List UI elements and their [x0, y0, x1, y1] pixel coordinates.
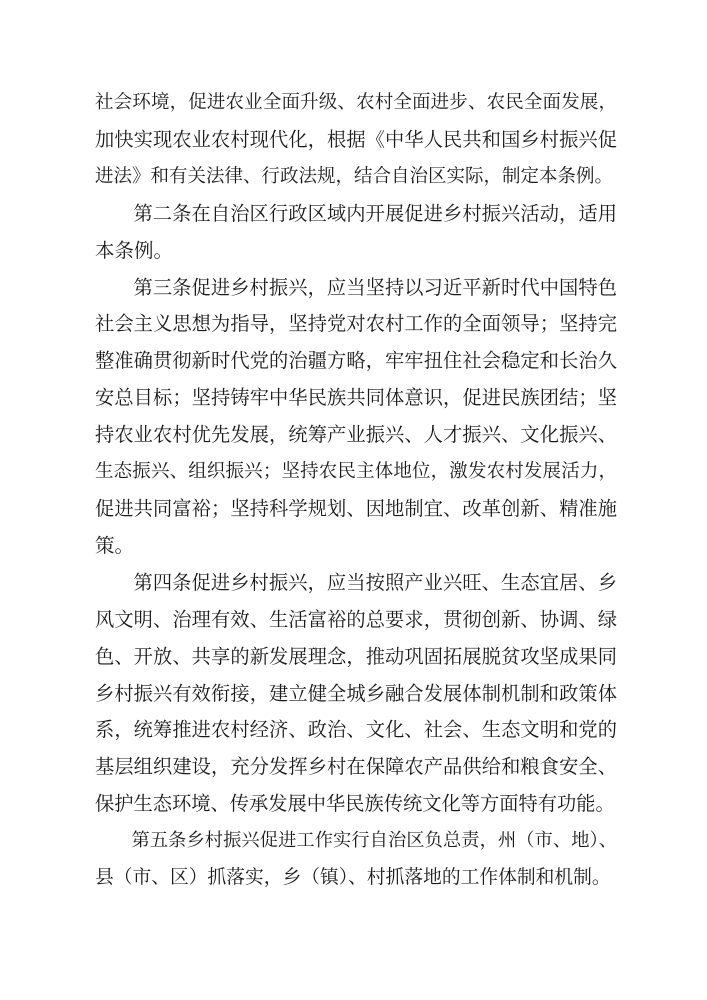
text-line: 持农业农村优先发展，统筹产业振兴、人才振兴、文化振兴、	[95, 423, 617, 447]
text-line: 整准确贯彻新时代党的治疆方略，牢牢扭住社会稳定和长治久	[95, 349, 617, 373]
paragraph-article-4	[95, 565, 617, 823]
paragraph-intro-continuation	[95, 85, 617, 196]
text-line: 生态振兴、组织振兴；坚持农民主体地位，激发农村发展活力，	[95, 461, 617, 483]
text-line: 风文明、治理有效、生活富裕的总要求，贯彻创新、协调、绿	[95, 607, 617, 631]
text-line: 策。	[95, 533, 135, 557]
paragraph-article-5	[95, 823, 617, 897]
text-line: 加快实现农业农村现代化，根据《中华人民共和国乡村振兴促	[95, 127, 617, 151]
text-line: 促进共同富裕；坚持科学规划、因地制宜、改革创新、精准施	[95, 496, 617, 520]
text-line: 社会主义思想为指导，坚持党对农村工作的全面领导；坚持完	[95, 312, 617, 336]
paragraph-article-2	[95, 196, 617, 270]
text-line: 保护生态环境、传承发展中华民族传统文化等方面特有功能。	[95, 792, 615, 816]
text-line: 县（市、区）抓落实，乡（镇）、村抓落地的工作体制和机制。	[95, 867, 611, 889]
paragraph-article-3	[95, 270, 617, 565]
text-line: 第三条促进乡村振兴，应当坚持以习近平新时代中国特色	[133, 275, 617, 299]
text-line: 进法》和有关法律、行政法规，结合自治区实际，制定本条例。	[95, 165, 614, 187]
text-line: 第二条在自治区行政区域内开展促进乡村振兴活动，适用	[133, 201, 617, 225]
text-line: 第五条乡村振兴促进工作实行自治区负总责，州（市、地）、	[131, 830, 617, 852]
text-line: 系，统筹推进农村经济、政治、文化、社会、生态文明和党的	[95, 718, 617, 742]
text-line: 本条例。	[95, 238, 174, 262]
text-line: 乡村振兴有效衔接，建立健全城乡融合发展体制机制和政策体	[95, 681, 617, 705]
text-line: 社会环境，促进农业全面升级、农村全面进步、农民全面发展，	[95, 92, 617, 113]
text-line: 第四条促进乡村振兴，应当按照产业兴旺、生态宜居、乡	[133, 570, 617, 594]
document-page	[95, 85, 617, 897]
text-line: 安总目标；坚持铸牢中华民族共同体意识，促进民族团结；坚	[95, 386, 617, 410]
text-line: 色、开放、共享的新发展理念，推动巩固拓展脱贫攻坚成果同	[95, 644, 617, 668]
text-line: 基层组织建设，充分发挥乡村在保障农产品供给和粮食安全、	[95, 755, 617, 779]
